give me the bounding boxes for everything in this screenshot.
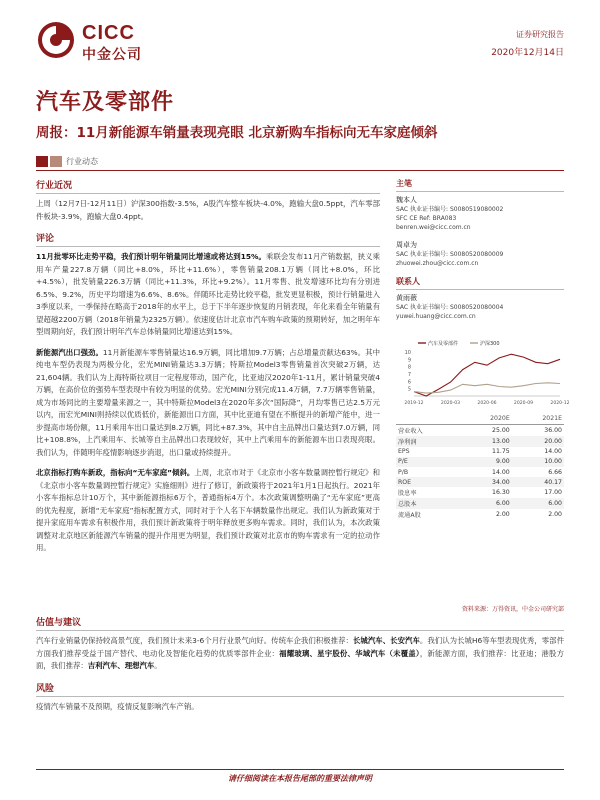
comment-p1-body: 乘联会发布11月产销数据，狭义乘用车产量227.8万辆（同比+8.0%，环比+11.6%），零售销量208.1万辆（同比+8.0%，环比+4.5%），批发销量226.3万辆（同比+11.3%，环比+9.2%）。11月零售、批发增速环比均有分别进6.5%、9.2%，历史平均增速为6.6%、8.6%。伴随环比走势比较平稳，批发更显积极，预计行销量进入3季度以来，一季保持在略高于2018年的水平上，总于下半年逐步恢复的月销表现，年化来看全年销量有望超越2200万辆（2018年销量为2325万辆）。依速度估计北京市汽车购车政策的预期转好，加之明年车型周期向好，我们预计明年汽车总体销量同比增速达到15%。 [36,252,380,336]
metrics-table-wrapper [396,414,564,520]
table-cell: 13.00 [460,436,512,447]
report-date: 2020年12月14日 [491,48,564,58]
y-tick-label: 6 [407,379,411,386]
section-heading-risk: 风险 [36,681,564,697]
contact-name: 黄雨薇 [396,294,417,302]
table-header-cell [396,414,460,424]
analysts-heading: 主笔 [396,178,564,192]
analyst-license: SAC 执业证书编号: S0080520080009 [396,251,504,258]
y-tick-label: 7 [407,372,411,378]
comment-p3-body: 上周，北京市对于《北京市小客车数量调控暂行规定》和《北京市小客车数量调控暂行规定》实施细则》进行了修订，新政策将于2021年1月1日起执行。2021年小客车指标总计10万个，其中新能源指标6万个，普通指标4万个。本次政策调整明确了“无车家庭”更高的优先程度，新增“无车家庭”指标配置方式，同时对于个人名下车辆数量作出规定。我们认为新政策对于提升家庭用车需求有积极作用，我们预计新政策将于明年释放更多购车需求。同时，我们认为，本次政策调整对北京地区新能源汽车销量的提升作用更为明显，我们预计政策对北京市的购车需求有一定的拉动作用。 [36,468,380,552]
table-cell: 11.75 [492,448,510,456]
table-row-label: P/E [396,457,460,467]
table-header-cell: 2021E [512,414,564,424]
table-cell: 2.00 [548,511,562,519]
brand-name-en: CICC [82,22,135,44]
valuation-paragraph [36,635,564,673]
x-tick-label: 2019-12 [404,401,424,406]
table-row [396,436,564,447]
table-row [396,457,564,467]
valuation-text-d: 。 [154,661,162,670]
section-heading-comment: 评论 [36,231,380,247]
section-heading-market: 行业近况 [36,178,380,194]
table-row [396,487,564,498]
analyst-block [396,240,564,268]
table-header-row [396,414,564,424]
analyst-name: 周卓为 [396,241,417,249]
x-tick-label: 2020-09 [513,401,534,406]
table-row-label: 总股本 [396,498,460,509]
contact-email[interactable]: yuwei.huang@cicc.com.cn [396,313,476,320]
table-cell: 16.30 [492,489,510,497]
y-tick-label: 5 [407,386,411,393]
x-tick-label: 2020-06 [477,401,497,406]
comment-p1-lead: 11月批零环比走势平稳，我们预计明年销量同比增速或将达到15%。 [36,252,266,261]
report-tag: 行业动态 [66,157,98,166]
contacts-heading: 联系人 [396,276,564,290]
valuation-pick-b: 福耀玻璃、星宇股份、华域汽车（未覆盖） [279,648,420,658]
table-cell: 34.00 [460,477,512,487]
analyst-sfc: SFC CE Ref: BRA083 [396,215,457,222]
brand-name-cn: 中金公司 [82,47,142,63]
table-row [396,467,564,477]
market-summary: 上周（12月7日-12月11日）沪深300指数-3.5%，A股汽车整车板块-4.0%，跑输大盘0.5ppt，汽车零部件板块-3.9%，跑输大盘0.4ppt。 [36,199,380,221]
table-cell: 36.00 [544,426,562,434]
table-cell: 25.00 [492,426,510,434]
table-cell: 20.00 [512,436,564,447]
legend-label: 汽车及零部件 [428,341,459,347]
table-cell: 2.00 [495,511,510,519]
table-cell: 10.00 [512,457,564,467]
series-line [414,354,560,396]
table-cell: 40.17 [512,477,564,487]
y-tick-label: 9 [407,357,411,364]
comment-p2-lead: 新能源汽出口强劲。 [36,347,103,357]
risk-paragraph: 疫情汽车销量不及预期，疫情反复影响汽车产销。 [36,701,199,711]
index-line-chart [396,338,570,406]
comment-p2-body: 11月新能源车零售销量达16.9万辆，同比增加9.7万辆；占总增量贡献达63%。其中纯电车型仍表现为两极分化，宏光MINI销量达3.3万辆；特斯拉Model3零售销量首次突破2万辆，达21,604辆。我们认为上海特斯拉项目一定程度带动，国产化，比亚迪汉2020年1-11月，累计销量突破4万辆，在高价位的强势车型表现中有较为明显的优势。宏光MINI分别完成11.4万辆，7.7万辆零售销量，成为市场同比的主要增量来源之一，其中特斯拉Model3在2020年多次“国际降”，月均零售已达2.5万元以内，而宏光MINI则持续以优质低价，新能源出口方面，其中比亚迪有望在不断提升的新增产能中，进一步提高市场份额，11月乘用车出口量达到8.2万辆，同比+87.3%，其中自主品牌出口量达到7.0万辆，同比+108.8%，上汽乘用车、长城等自主品牌出口表现较好，其中上汽乘用车的新能源车出口表现亮眼。我们认为，伴随明年疫情影响逐步消退，出口量或持续提升。 [36,347,380,457]
y-tick-label: 10 [404,350,411,356]
cicc-logo-icon [36,20,76,60]
table-row [396,447,564,457]
analyst-license: SAC 执业证书编号: S0080519080002 [396,206,504,213]
header-divider [36,170,564,171]
table-cell: 6.66 [548,468,562,476]
table-cell: 14.00 [492,468,510,476]
section-heading-valuation: 估值与建议 [36,615,564,631]
table-row-label: 净利润 [396,436,460,447]
y-tick-label: 8 [407,364,411,371]
contact-block [396,293,564,321]
tag-marker-light [50,156,62,167]
industry-title: 汽车及零部件 [36,90,175,115]
table-header-cell: 2020E [460,414,512,424]
comment-paragraph-2 [36,347,380,460]
x-tick-label: 2020-03 [440,401,461,406]
table-cell: 6.00 [460,498,512,509]
report-subtitle: 周报：11月新能源车销量表现亮眼 北京新购车指标向无车家庭倾斜 [36,125,438,141]
table-cell: 6.00 [512,498,564,509]
table-row [396,424,564,436]
analyst-email[interactable]: zhuowei.zhou@cicc.com.cn [396,260,479,267]
sidebar [396,178,564,321]
valuation-pick-c: 吉利汽车、理想汽车 [87,661,155,670]
valuation-text-a: 汽车行业销量仍保持较高景气度，我们预计未来3-6个月行业景气向好。传统车企我们积极推荐： [36,636,353,645]
series-line [414,383,560,393]
comment-paragraph-1 [36,251,380,339]
valuation-pick-a: 长城汽车、长安汽车 [352,636,420,645]
analyst-name: 魏本人 [396,196,417,204]
table-cell: 14.00 [544,448,562,456]
table-row-label: ROE [396,477,460,487]
analyst-email[interactable]: benren.wei@cicc.com.cn [396,224,471,231]
table-cell: 9.00 [460,457,512,467]
report-type: 证券研究报告 [516,30,564,39]
contact-license: SAC 执业证书编号: S0080520080004 [396,304,504,311]
analyst-block [396,195,564,232]
table-row-label: P/B [398,468,409,476]
comment-paragraph-3 [36,467,380,555]
valuation-text-c: ，新能源方面，我们推荐：比亚迪；港股方面，我们推荐： [36,648,564,670]
table-row [396,498,564,509]
tag-marker [36,156,48,167]
table-row [396,477,564,487]
chart-svg [396,338,570,406]
table-row-label: EPS [398,448,410,456]
legend-label: 沪深300 [480,341,500,347]
x-tick-label: 2020-12 [550,401,570,406]
table-row [396,509,564,520]
table-cell: 17.00 [544,489,562,497]
legal-disclaimer: 请仔细阅读在本报告尾部的重要法律声明 [228,774,372,783]
footer-divider [36,769,564,770]
lower-column [36,615,564,713]
table-row-label: 股息率 [398,490,417,498]
brand-logo [36,20,176,64]
metrics-table [396,414,564,520]
main-column [36,178,380,555]
comment-p3-lead: 北京指标打购车新政，指标向“无车家庭”倾斜。 [36,468,195,477]
table-row-label: 营业收入 [398,427,423,435]
source-note: 资料来源：万得资讯，中金公司研究部 [461,606,564,613]
valuation-text-b: 。我们认为长城H6等车型表现优秀，零部件方面我们推荐受益于国产替代、电动化及智能化趋势的优质零部件企业： [36,636,564,658]
table-row-label: 流通A股 [398,512,421,520]
